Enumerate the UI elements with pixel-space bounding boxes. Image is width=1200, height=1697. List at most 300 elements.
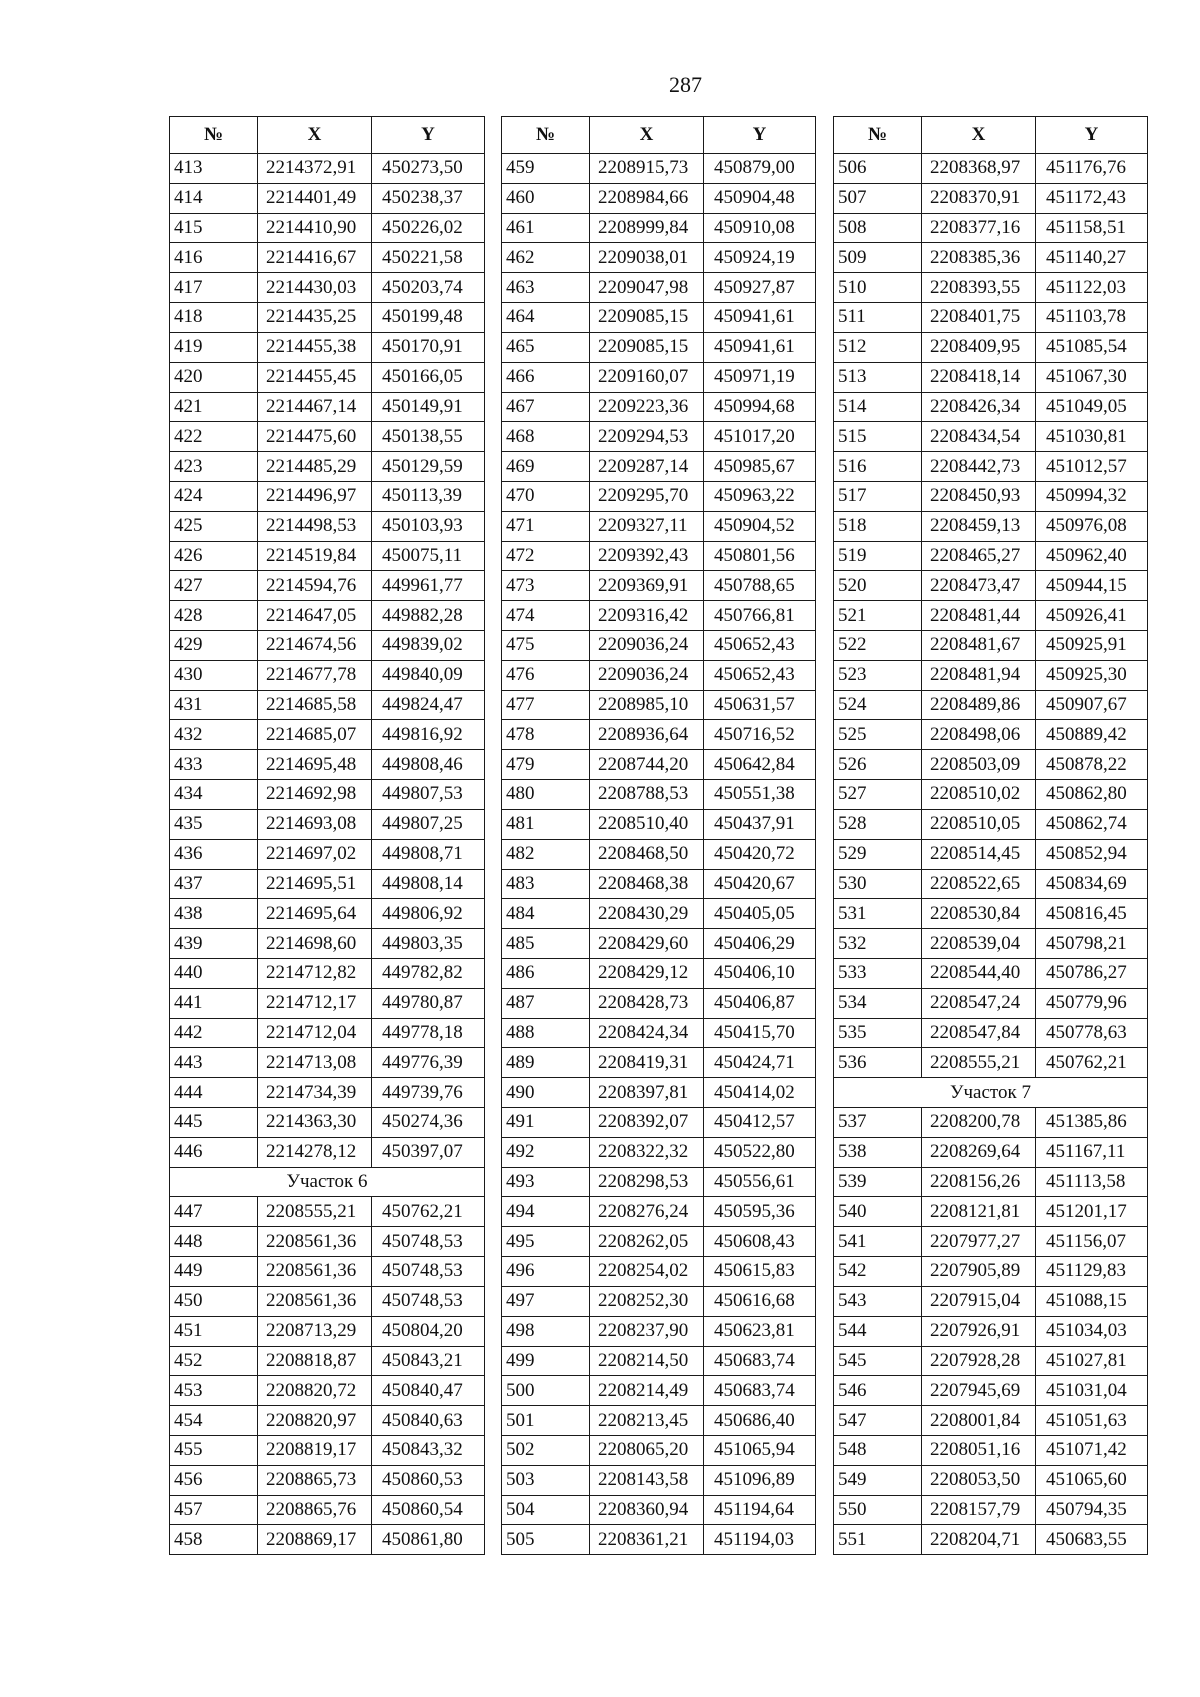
table-row — [502, 690, 816, 720]
point-number: 449 — [170, 1257, 258, 1287]
point-number: 494 — [502, 1197, 590, 1227]
y-coordinate: 451096,89 — [704, 1465, 816, 1495]
point-number: 474 — [502, 601, 590, 631]
point-number: 517 — [834, 481, 922, 511]
table-row — [834, 1525, 1148, 1555]
table-row — [170, 1316, 485, 1346]
table-row — [170, 213, 485, 243]
x-coordinate: 2214410,90 — [258, 213, 372, 243]
section-row — [834, 1078, 1148, 1108]
y-coordinate: 450816,45 — [1036, 899, 1148, 929]
x-coordinate: 2214467,14 — [258, 392, 372, 422]
y-coordinate: 450075,11 — [372, 541, 485, 571]
y-coordinate: 450878,22 — [1036, 750, 1148, 780]
y-coordinate: 450904,48 — [704, 183, 816, 213]
x-coordinate: 2208544,40 — [922, 958, 1036, 988]
y-coordinate: 450199,48 — [372, 303, 485, 333]
table-row — [170, 1137, 485, 1167]
table-row — [502, 750, 816, 780]
point-number: 451 — [170, 1316, 258, 1346]
x-coordinate: 2209327,11 — [590, 511, 704, 541]
y-coordinate: 450414,02 — [704, 1078, 816, 1108]
x-coordinate: 2214485,29 — [258, 452, 372, 482]
x-coordinate: 2208385,36 — [922, 243, 1036, 273]
x-coordinate: 2208419,31 — [590, 1048, 704, 1078]
point-number: 416 — [170, 243, 258, 273]
header-number: № — [170, 117, 258, 154]
point-number: 414 — [170, 183, 258, 213]
header-number: № — [502, 117, 590, 154]
table-row — [834, 720, 1148, 750]
header-y: Y — [704, 117, 816, 154]
point-number: 475 — [502, 631, 590, 661]
x-coordinate: 2208915,73 — [590, 154, 704, 184]
table-row — [170, 1495, 485, 1525]
table-row — [834, 541, 1148, 571]
table-row — [834, 1495, 1148, 1525]
point-number: 535 — [834, 1018, 922, 1048]
table-row — [170, 958, 485, 988]
x-coordinate: 2208429,12 — [590, 958, 704, 988]
x-coordinate: 2214455,38 — [258, 332, 372, 362]
point-number: 505 — [502, 1525, 590, 1555]
y-coordinate: 450985,67 — [704, 452, 816, 482]
point-number: 534 — [834, 988, 922, 1018]
x-coordinate: 2208489,86 — [922, 690, 1036, 720]
table-row — [834, 481, 1148, 511]
y-coordinate: 451140,27 — [1036, 243, 1148, 273]
x-coordinate: 2208547,24 — [922, 988, 1036, 1018]
point-number: 482 — [502, 839, 590, 869]
y-coordinate: 451030,81 — [1036, 422, 1148, 452]
x-coordinate: 2214647,05 — [258, 601, 372, 631]
y-coordinate: 450862,74 — [1036, 809, 1148, 839]
x-coordinate: 2208051,16 — [922, 1435, 1036, 1465]
y-coordinate: 449961,77 — [372, 571, 485, 601]
x-coordinate: 2208561,36 — [258, 1286, 372, 1316]
y-coordinate: 450840,63 — [372, 1406, 485, 1436]
point-number: 433 — [170, 750, 258, 780]
table-row — [502, 571, 816, 601]
point-number: 532 — [834, 929, 922, 959]
point-number: 419 — [170, 332, 258, 362]
table-row — [502, 183, 816, 213]
point-number: 523 — [834, 660, 922, 690]
point-number: 464 — [502, 303, 590, 333]
coordinates-table-2 — [501, 116, 816, 1555]
table-row — [834, 780, 1148, 810]
x-coordinate: 2214712,04 — [258, 1018, 372, 1048]
y-coordinate: 450788,65 — [704, 571, 816, 601]
y-coordinate: 450994,32 — [1036, 481, 1148, 511]
point-number: 454 — [170, 1406, 258, 1436]
header-x: X — [922, 117, 1036, 154]
point-number: 485 — [502, 929, 590, 959]
table-row — [834, 958, 1148, 988]
table-row — [502, 1078, 816, 1108]
y-coordinate: 450925,30 — [1036, 660, 1148, 690]
table-row — [170, 362, 485, 392]
table-row — [170, 1018, 485, 1048]
x-coordinate: 2214475,60 — [258, 422, 372, 452]
table-row — [834, 362, 1148, 392]
y-coordinate: 449778,18 — [372, 1018, 485, 1048]
x-coordinate: 2208820,72 — [258, 1376, 372, 1406]
point-number: 513 — [834, 362, 922, 392]
x-coordinate: 2208481,44 — [922, 601, 1036, 631]
x-coordinate: 2209036,24 — [590, 660, 704, 690]
point-number: 436 — [170, 839, 258, 869]
table-row — [834, 392, 1148, 422]
x-coordinate: 2214698,60 — [258, 929, 372, 959]
table-row — [834, 750, 1148, 780]
point-number: 426 — [170, 541, 258, 571]
point-number: 495 — [502, 1227, 590, 1257]
x-coordinate: 2208510,02 — [922, 780, 1036, 810]
table-row — [834, 1257, 1148, 1287]
y-coordinate: 450843,21 — [372, 1346, 485, 1376]
table-row — [502, 1137, 816, 1167]
x-coordinate: 2214674,56 — [258, 631, 372, 661]
point-number: 528 — [834, 809, 922, 839]
point-number: 550 — [834, 1495, 922, 1525]
point-number: 545 — [834, 1346, 922, 1376]
point-number: 488 — [502, 1018, 590, 1048]
y-coordinate: 450907,67 — [1036, 690, 1148, 720]
y-coordinate: 450862,80 — [1036, 780, 1148, 810]
y-coordinate: 450221,58 — [372, 243, 485, 273]
y-coordinate: 450852,94 — [1036, 839, 1148, 869]
x-coordinate: 2208269,64 — [922, 1137, 1036, 1167]
table-row — [502, 1048, 816, 1078]
table-row — [834, 452, 1148, 482]
x-coordinate: 2207945,69 — [922, 1376, 1036, 1406]
x-coordinate: 2214372,91 — [258, 154, 372, 184]
x-coordinate: 2208555,21 — [258, 1197, 372, 1227]
table-row — [502, 1197, 816, 1227]
point-number: 486 — [502, 958, 590, 988]
point-number: 479 — [502, 750, 590, 780]
x-coordinate: 2208510,05 — [922, 809, 1036, 839]
table-row — [834, 1108, 1148, 1138]
point-number: 547 — [834, 1406, 922, 1436]
point-number: 540 — [834, 1197, 922, 1227]
point-number: 447 — [170, 1197, 258, 1227]
table-row — [834, 1346, 1148, 1376]
y-coordinate: 450420,72 — [704, 839, 816, 869]
header-y: Y — [372, 117, 485, 154]
point-number: 427 — [170, 571, 258, 601]
point-number: 467 — [502, 392, 590, 422]
x-coordinate: 2208377,16 — [922, 213, 1036, 243]
x-coordinate: 2208252,30 — [590, 1286, 704, 1316]
table-row — [834, 869, 1148, 899]
y-coordinate: 451065,60 — [1036, 1465, 1148, 1495]
y-coordinate: 450804,20 — [372, 1316, 485, 1346]
point-number: 493 — [502, 1167, 590, 1197]
table-row — [502, 1227, 816, 1257]
point-number: 491 — [502, 1108, 590, 1138]
point-number: 498 — [502, 1316, 590, 1346]
y-coordinate: 451194,03 — [704, 1525, 816, 1555]
table-row — [502, 720, 816, 750]
x-coordinate: 2208555,21 — [922, 1048, 1036, 1078]
x-coordinate: 2208065,20 — [590, 1435, 704, 1465]
y-coordinate: 449807,53 — [372, 780, 485, 810]
y-coordinate: 451156,07 — [1036, 1227, 1148, 1257]
header-number: № — [834, 117, 922, 154]
y-coordinate: 450762,21 — [372, 1197, 485, 1227]
table-row — [170, 690, 485, 720]
y-coordinate: 450971,19 — [704, 362, 816, 392]
x-coordinate: 2208401,75 — [922, 303, 1036, 333]
table-row — [502, 1346, 816, 1376]
y-coordinate: 450166,05 — [372, 362, 485, 392]
table-row — [834, 422, 1148, 452]
y-coordinate: 450840,47 — [372, 1376, 485, 1406]
table-row — [834, 273, 1148, 303]
table-row — [834, 243, 1148, 273]
point-number: 542 — [834, 1257, 922, 1287]
table-row — [170, 481, 485, 511]
point-number: 483 — [502, 869, 590, 899]
y-coordinate: 450976,08 — [1036, 511, 1148, 541]
point-number: 480 — [502, 780, 590, 810]
y-coordinate: 450642,84 — [704, 750, 816, 780]
table-row — [502, 1018, 816, 1048]
y-coordinate: 449776,39 — [372, 1048, 485, 1078]
y-coordinate: 450860,53 — [372, 1465, 485, 1495]
point-number: 477 — [502, 690, 590, 720]
x-coordinate: 2208397,81 — [590, 1078, 704, 1108]
x-coordinate: 2208503,09 — [922, 750, 1036, 780]
y-coordinate: 450683,74 — [704, 1376, 816, 1406]
point-number: 520 — [834, 571, 922, 601]
y-coordinate: 449816,92 — [372, 720, 485, 750]
y-coordinate: 451113,58 — [1036, 1167, 1148, 1197]
table-row — [170, 422, 485, 452]
x-coordinate: 2208514,45 — [922, 839, 1036, 869]
point-number: 516 — [834, 452, 922, 482]
x-coordinate: 2214363,30 — [258, 1108, 372, 1138]
table-row — [834, 1465, 1148, 1495]
y-coordinate: 450652,43 — [704, 660, 816, 690]
table-row — [502, 511, 816, 541]
y-coordinate: 450405,05 — [704, 899, 816, 929]
x-coordinate: 2209294,53 — [590, 422, 704, 452]
point-number: 481 — [502, 809, 590, 839]
point-number: 421 — [170, 392, 258, 422]
table-row — [170, 1435, 485, 1465]
x-coordinate: 2208481,67 — [922, 631, 1036, 661]
x-coordinate: 2208473,47 — [922, 571, 1036, 601]
point-number: 503 — [502, 1465, 590, 1495]
table-row — [170, 899, 485, 929]
table-row — [502, 1108, 816, 1138]
table-row — [502, 1435, 816, 1465]
y-coordinate: 450238,37 — [372, 183, 485, 213]
table-row — [834, 511, 1148, 541]
y-coordinate: 451201,17 — [1036, 1197, 1148, 1227]
y-coordinate: 450779,96 — [1036, 988, 1148, 1018]
point-number: 489 — [502, 1048, 590, 1078]
table-row — [170, 720, 485, 750]
y-coordinate: 450103,93 — [372, 511, 485, 541]
point-number: 539 — [834, 1167, 922, 1197]
table-row — [502, 273, 816, 303]
x-coordinate: 2208254,02 — [590, 1257, 704, 1287]
table-row — [834, 1227, 1148, 1257]
x-coordinate: 2209047,98 — [590, 273, 704, 303]
y-coordinate: 450910,08 — [704, 213, 816, 243]
table-row — [502, 660, 816, 690]
point-number: 413 — [170, 154, 258, 184]
table-row — [834, 1376, 1148, 1406]
y-coordinate: 451067,30 — [1036, 362, 1148, 392]
point-number: 425 — [170, 511, 258, 541]
table-row — [170, 392, 485, 422]
table-row — [834, 1197, 1148, 1227]
point-number: 522 — [834, 631, 922, 661]
point-number: 529 — [834, 839, 922, 869]
x-coordinate: 2214692,98 — [258, 780, 372, 810]
table-row — [170, 1257, 485, 1287]
x-coordinate: 2207915,04 — [922, 1286, 1036, 1316]
point-number: 525 — [834, 720, 922, 750]
y-coordinate: 450748,53 — [372, 1257, 485, 1287]
point-number: 526 — [834, 750, 922, 780]
point-number: 457 — [170, 1495, 258, 1525]
y-coordinate: 450927,87 — [704, 273, 816, 303]
x-coordinate: 2209223,36 — [590, 392, 704, 422]
x-coordinate: 2208818,87 — [258, 1346, 372, 1376]
y-coordinate: 450941,61 — [704, 303, 816, 333]
y-coordinate: 449739,76 — [372, 1078, 485, 1108]
y-coordinate: 450941,61 — [704, 332, 816, 362]
point-number: 473 — [502, 571, 590, 601]
x-coordinate: 2208465,27 — [922, 541, 1036, 571]
y-coordinate: 450406,29 — [704, 929, 816, 959]
table-row — [502, 154, 816, 184]
y-coordinate: 450879,00 — [704, 154, 816, 184]
x-coordinate: 2208547,84 — [922, 1018, 1036, 1048]
point-number: 501 — [502, 1406, 590, 1436]
point-number: 432 — [170, 720, 258, 750]
table-row — [502, 332, 816, 362]
x-coordinate: 2208430,29 — [590, 899, 704, 929]
x-coordinate: 2208001,84 — [922, 1406, 1036, 1436]
x-coordinate: 2214712,82 — [258, 958, 372, 988]
point-number: 543 — [834, 1286, 922, 1316]
point-number: 438 — [170, 899, 258, 929]
table-row — [170, 541, 485, 571]
y-coordinate: 450424,71 — [704, 1048, 816, 1078]
table-row — [502, 780, 816, 810]
y-coordinate: 449807,25 — [372, 809, 485, 839]
x-coordinate: 2214685,07 — [258, 720, 372, 750]
y-coordinate: 451027,81 — [1036, 1346, 1148, 1376]
x-coordinate: 2208360,94 — [590, 1495, 704, 1525]
x-coordinate: 2208744,20 — [590, 750, 704, 780]
point-number: 509 — [834, 243, 922, 273]
point-number: 500 — [502, 1376, 590, 1406]
point-number: 428 — [170, 601, 258, 631]
x-coordinate: 2209287,14 — [590, 452, 704, 482]
table-row — [502, 1406, 816, 1436]
x-coordinate: 2214519,84 — [258, 541, 372, 571]
table-row — [502, 481, 816, 511]
point-number: 496 — [502, 1257, 590, 1287]
point-number: 445 — [170, 1108, 258, 1138]
table-row — [502, 839, 816, 869]
x-coordinate: 2208539,04 — [922, 929, 1036, 959]
point-number: 544 — [834, 1316, 922, 1346]
point-number: 415 — [170, 213, 258, 243]
x-coordinate: 2208156,26 — [922, 1167, 1036, 1197]
y-coordinate: 450834,69 — [1036, 869, 1148, 899]
y-coordinate: 450683,74 — [704, 1346, 816, 1376]
x-coordinate: 2209160,07 — [590, 362, 704, 392]
point-number: 470 — [502, 481, 590, 511]
table-row — [170, 929, 485, 959]
point-number: 521 — [834, 601, 922, 631]
x-coordinate: 2208985,10 — [590, 690, 704, 720]
table-row — [170, 1465, 485, 1495]
y-coordinate: 450556,61 — [704, 1167, 816, 1197]
x-coordinate: 2214693,08 — [258, 809, 372, 839]
x-coordinate: 2214695,51 — [258, 869, 372, 899]
point-number: 452 — [170, 1346, 258, 1376]
table-row — [502, 809, 816, 839]
point-number: 435 — [170, 809, 258, 839]
x-coordinate: 2209085,15 — [590, 332, 704, 362]
table-row — [170, 452, 485, 482]
y-coordinate: 451176,76 — [1036, 154, 1148, 184]
point-number: 462 — [502, 243, 590, 273]
x-coordinate: 2208393,55 — [922, 273, 1036, 303]
y-coordinate: 450786,27 — [1036, 958, 1148, 988]
table-row — [834, 988, 1148, 1018]
point-number: 434 — [170, 780, 258, 810]
table-row — [170, 243, 485, 273]
point-number: 448 — [170, 1227, 258, 1257]
x-coordinate: 2209369,91 — [590, 571, 704, 601]
page-number: 287 — [669, 72, 702, 97]
table-row — [834, 1406, 1148, 1436]
point-number: 538 — [834, 1137, 922, 1167]
x-coordinate: 2208788,53 — [590, 780, 704, 810]
point-number: 441 — [170, 988, 258, 1018]
x-coordinate: 2214416,67 — [258, 243, 372, 273]
table-row — [502, 899, 816, 929]
x-coordinate: 2208429,60 — [590, 929, 704, 959]
x-coordinate: 2208481,94 — [922, 660, 1036, 690]
y-coordinate: 449824,47 — [372, 690, 485, 720]
x-coordinate: 2208428,73 — [590, 988, 704, 1018]
y-coordinate: 450778,63 — [1036, 1018, 1148, 1048]
point-number: 455 — [170, 1435, 258, 1465]
point-number: 450 — [170, 1286, 258, 1316]
x-coordinate: 2208200,78 — [922, 1108, 1036, 1138]
table-row — [834, 1435, 1148, 1465]
x-coordinate: 2208214,49 — [590, 1376, 704, 1406]
y-coordinate: 450963,22 — [704, 481, 816, 511]
point-number: 546 — [834, 1376, 922, 1406]
table-row — [502, 1525, 816, 1555]
y-coordinate: 450608,43 — [704, 1227, 816, 1257]
header-y: Y — [1036, 117, 1148, 154]
x-coordinate: 2208865,73 — [258, 1465, 372, 1495]
